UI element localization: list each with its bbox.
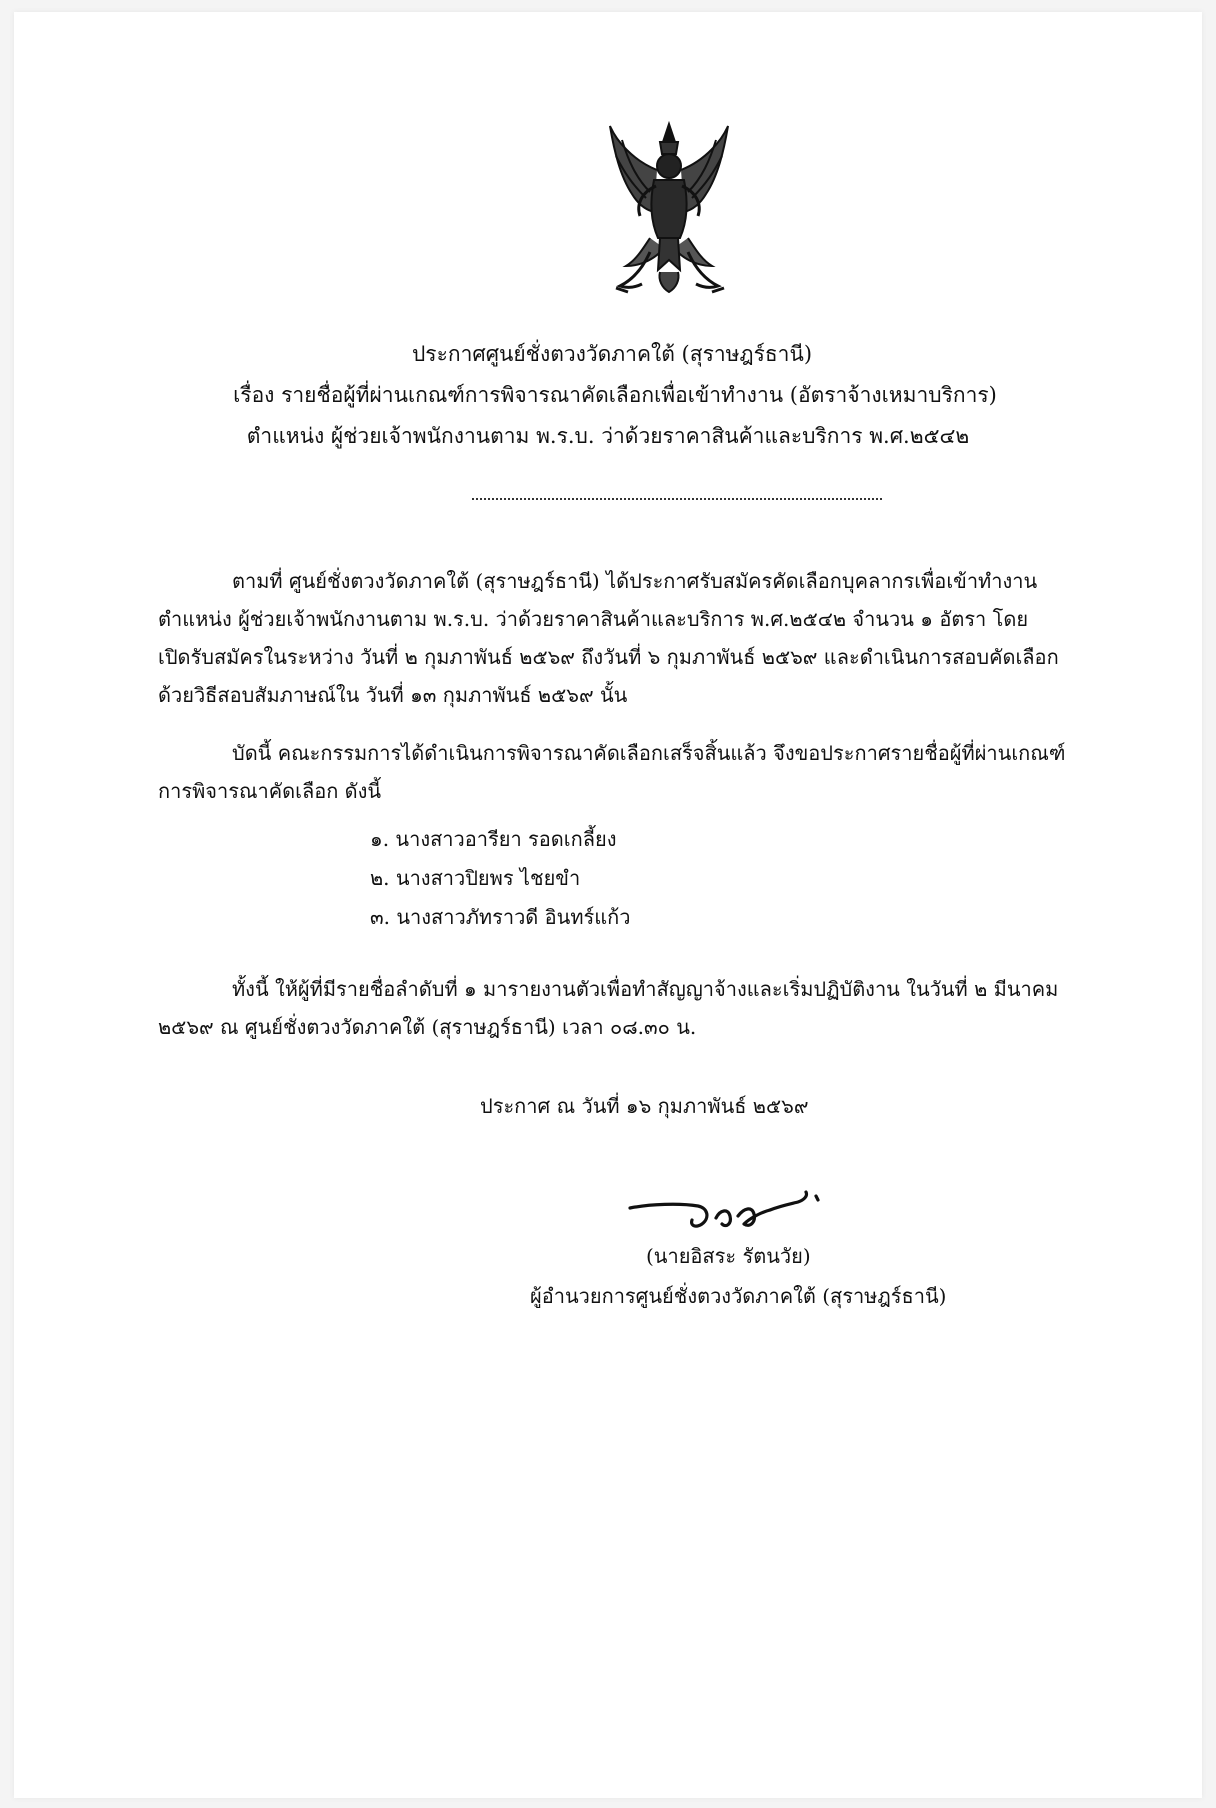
- title-divider: [472, 498, 882, 500]
- signer-name: (นายอิสระ รัตนวัย): [646, 1244, 811, 1268]
- list-item: ๒. นางสาวปิยพร ไชยขำ: [370, 866, 581, 890]
- paragraph-line: ด้วยวิธีสอบสัมภาษณ์ใน วันที่ ๑๓ กุมภาพันธ์ ๒๕๖๙ นั้น: [158, 683, 628, 707]
- garuda-emblem-icon: [602, 120, 736, 298]
- list-item: ๓. นางสาวภัทราวดี อินทร์แก้ว: [370, 905, 631, 929]
- announcement-position: ตำแหน่ง ผู้ช่วยเจ้าพนักงานตาม พ.ร.บ. ว่าด้วยราคาสินค้าและบริการ พ.ศ.๒๕๔๒: [246, 424, 970, 448]
- paragraph-line: เปิดรับสมัครในระหว่าง วันที่ ๒ กุมภาพันธ์ ๒๕๖๙ ถึงวันที่ ๖ กุมภาพันธ์ ๒๕๖๙ และดำเนินการสอบคัดเลือก: [158, 645, 1059, 669]
- announcement-header: [0, 334, 1216, 457]
- paragraph-line: ทั้งนี้ ให้ผู้ที่มีรายชื่อลำดับที่ ๑ มารายงานตัวเพื่อทำสัญญาจ้างและเริ่มปฏิบัติงาน ในวันที่ ๒ มีนาคม: [232, 977, 1059, 1001]
- handwritten-signature-icon: [620, 1188, 834, 1238]
- paragraph-background: [158, 562, 1059, 714]
- announcement-date: ประกาศ ณ วันที่ ๑๖ กุมภาพันธ์ ๒๕๖๙: [480, 1094, 809, 1118]
- announcement-subject: เรื่อง รายชื่อผู้ที่ผ่านเกณฑ์การพิจารณาคัดเลือกเพื่อเข้าทำงาน (อัตราจ้างเหมาบริการ): [233, 383, 997, 407]
- paragraph-line: การพิจารณาคัดเลือก ดังนี้: [158, 779, 382, 803]
- paragraph-instructions: [158, 970, 1058, 1046]
- signer-title: ผู้อำนวยการศูนย์ชั่งตวงวัดภาคใต้ (สุราษฎร์ธานี): [530, 1284, 947, 1308]
- paragraph-line: ตามที่ ศูนย์ชั่งตวงวัดภาคใต้ (สุราษฎร์ธานี) ได้ประกาศรับสมัครคัดเลือกบุคลากรเพื่อเข้าทำงาน: [232, 569, 1038, 593]
- paragraph-line: บัดนี้ คณะกรรมการได้ดำเนินการพิจารณาคัดเลือกเสร็จสิ้นแล้ว จึงขอประกาศรายชื่อผู้ที่ผ่านเกณฑ์: [232, 741, 1066, 765]
- announcement-title: ประกาศศูนย์ชั่งตวงวัดภาคใต้ (สุราษฎร์ธานี): [411, 342, 813, 366]
- list-item: ๑. นางสาวอารียา รอดเกลี้ยง: [370, 827, 617, 851]
- candidate-list: [370, 820, 630, 937]
- paragraph-line: ตำแหน่ง ผู้ช่วยเจ้าพนักงานตาม พ.ร.บ. ว่าด้วยราคาสินค้าและบริการ พ.ศ.๒๕๔๒ จำนวน ๑ อัตรา โดย: [158, 607, 1029, 631]
- paragraph-line: ๒๕๖๙ ณ ศูนย์ชั่งตวงวัดภาคใต้ (สุราษฎร์ธานี) เวลา ๐๘.๓๐ น.: [158, 1015, 697, 1039]
- paragraph-result: [158, 734, 1065, 810]
